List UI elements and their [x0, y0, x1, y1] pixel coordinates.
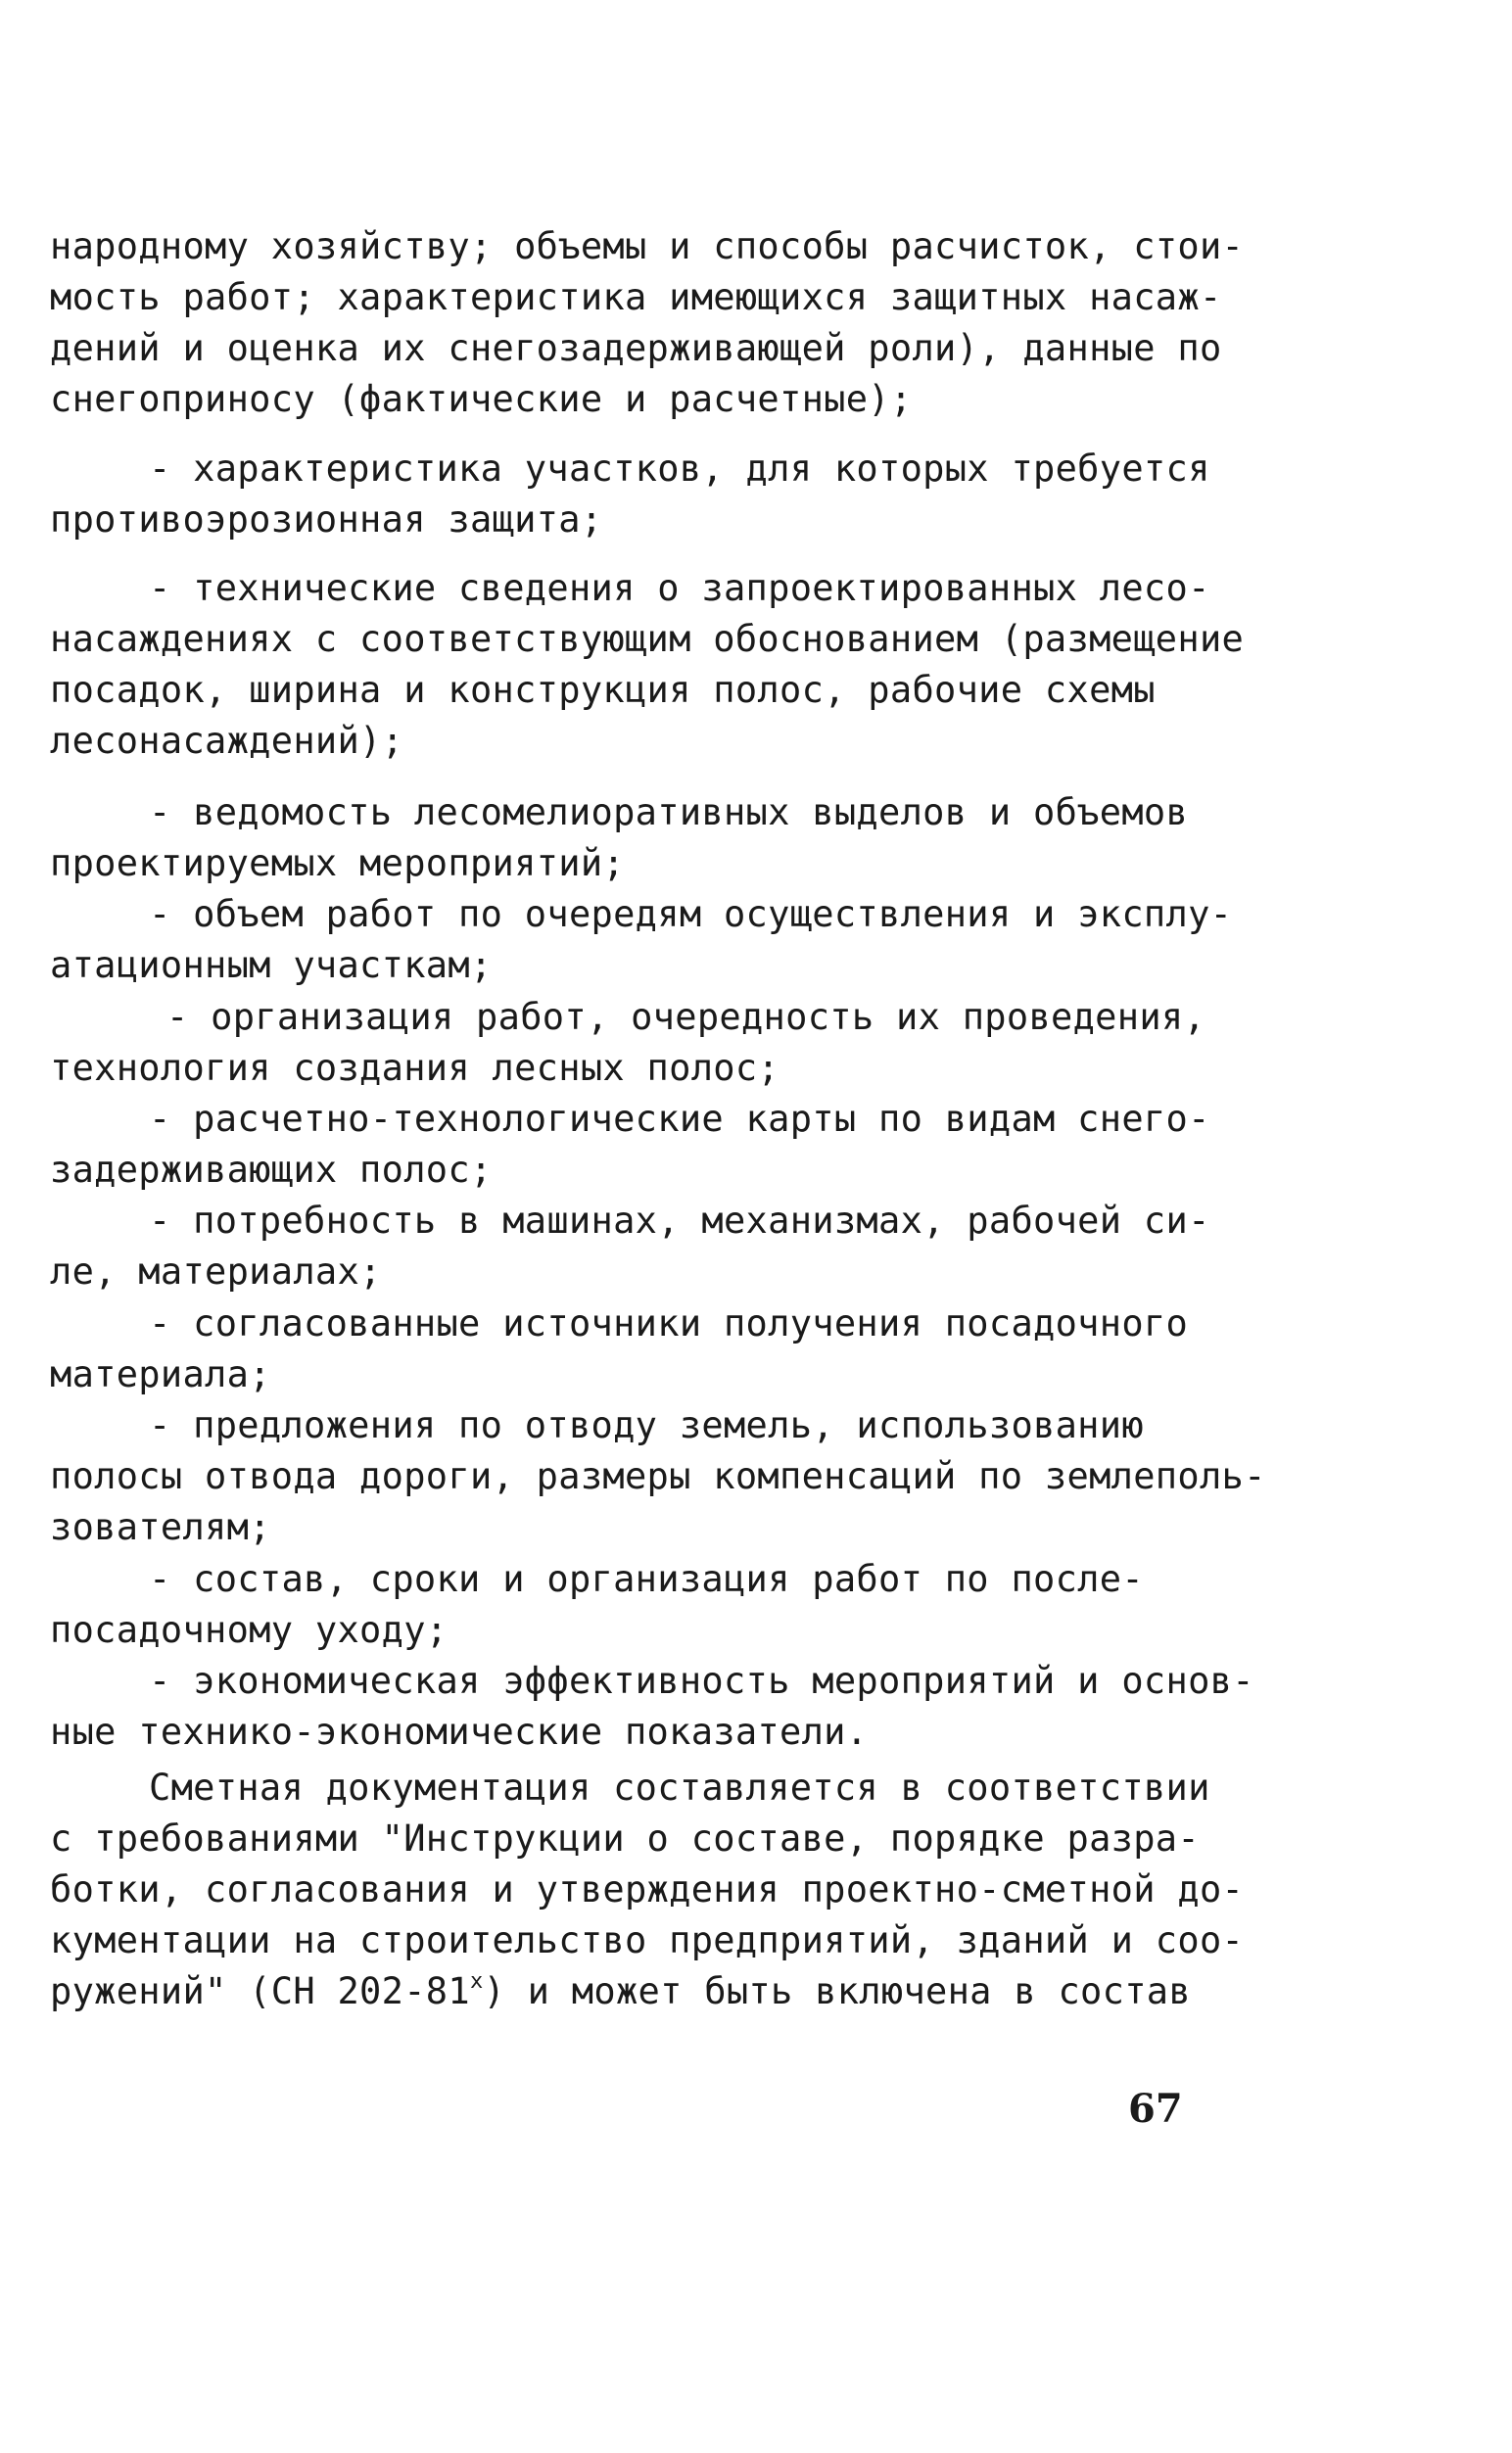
text-line: народному хозяйству; объемы и способы расчисток, стои-	[50, 225, 1245, 267]
text-line: - ведомость лесомелиоративных выделов и объемов	[149, 791, 1189, 833]
text-line: мость работ; характеристика имеющихся защитных насаж-	[50, 276, 1222, 318]
text-line: противоэрозионная защита;	[50, 498, 603, 541]
text-line: с требованиями "Инструкции о составе, порядке разра-	[50, 1817, 1200, 1860]
text-segment: ружений" (СН 202-81	[50, 1970, 470, 2012]
text-line: ботки, согласования и утверждения проектно-сметной до-	[50, 1868, 1245, 1911]
page-number: 67	[1128, 2086, 1183, 2132]
text-line: ные технико-экономические показатели.	[50, 1711, 869, 1753]
text-line: - предложения по отводу земель, использованию	[149, 1404, 1144, 1446]
text-line: - характеристика участков, для которых требуется	[149, 448, 1210, 490]
text-line: - организация работ, очередность их проведения,	[166, 996, 1206, 1038]
text-line: атационным участкам;	[50, 944, 493, 986]
text-line: посадок, ширина и конструкция полос, рабочие схемы	[50, 669, 1156, 711]
text-line: - состав, сроки и организация работ по после-	[149, 1558, 1144, 1600]
superscript: х	[469, 1969, 484, 1994]
text-line: задерживающих полос;	[50, 1149, 493, 1191]
text-line	[50, 1966, 1191, 2017]
text-line: полосы отвода дороги, размеры компенсаций по землеполь-	[50, 1455, 1266, 1497]
text-line: ле, материалах;	[50, 1250, 382, 1293]
text-segment: ) и может быть включена в состав	[483, 1970, 1191, 2012]
text-line: - потребность в машинах, механизмах, рабочей си-	[149, 1200, 1210, 1242]
text-line: - экономическая эффективность мероприятий и основ-	[149, 1660, 1254, 1702]
text-line: материала;	[50, 1353, 271, 1395]
text-line: снегоприносу (фактические и расчетные);	[50, 378, 913, 420]
text-line: зователям;	[50, 1506, 271, 1548]
text-line: кументации на строительство предприятий, зданий и соо-	[50, 1919, 1245, 1961]
text-line: лесонасаждений);	[50, 720, 404, 762]
text-line: насаждениях с соответствующим обоснованием (размещение	[50, 618, 1245, 660]
text-line: - согласованные источники получения посадочного	[149, 1302, 1189, 1344]
text-line: проектируемых мероприятий;	[50, 842, 625, 884]
text-line: дений и оценка их снегозадерживающей роли), данные по	[50, 327, 1222, 369]
text-line: - расчетно-технологические карты по видам снего-	[149, 1098, 1210, 1140]
text-line: Сметная документация составляется в соответствии	[149, 1767, 1210, 1809]
text-line: посадочному уходу;	[50, 1609, 449, 1651]
text-line: - объем работ по очередям осуществления и эксплу-	[149, 893, 1233, 935]
text-line: - технические сведения о запроектированных лесо-	[149, 567, 1210, 609]
text-line: технология создания лесных полос;	[50, 1047, 780, 1089]
